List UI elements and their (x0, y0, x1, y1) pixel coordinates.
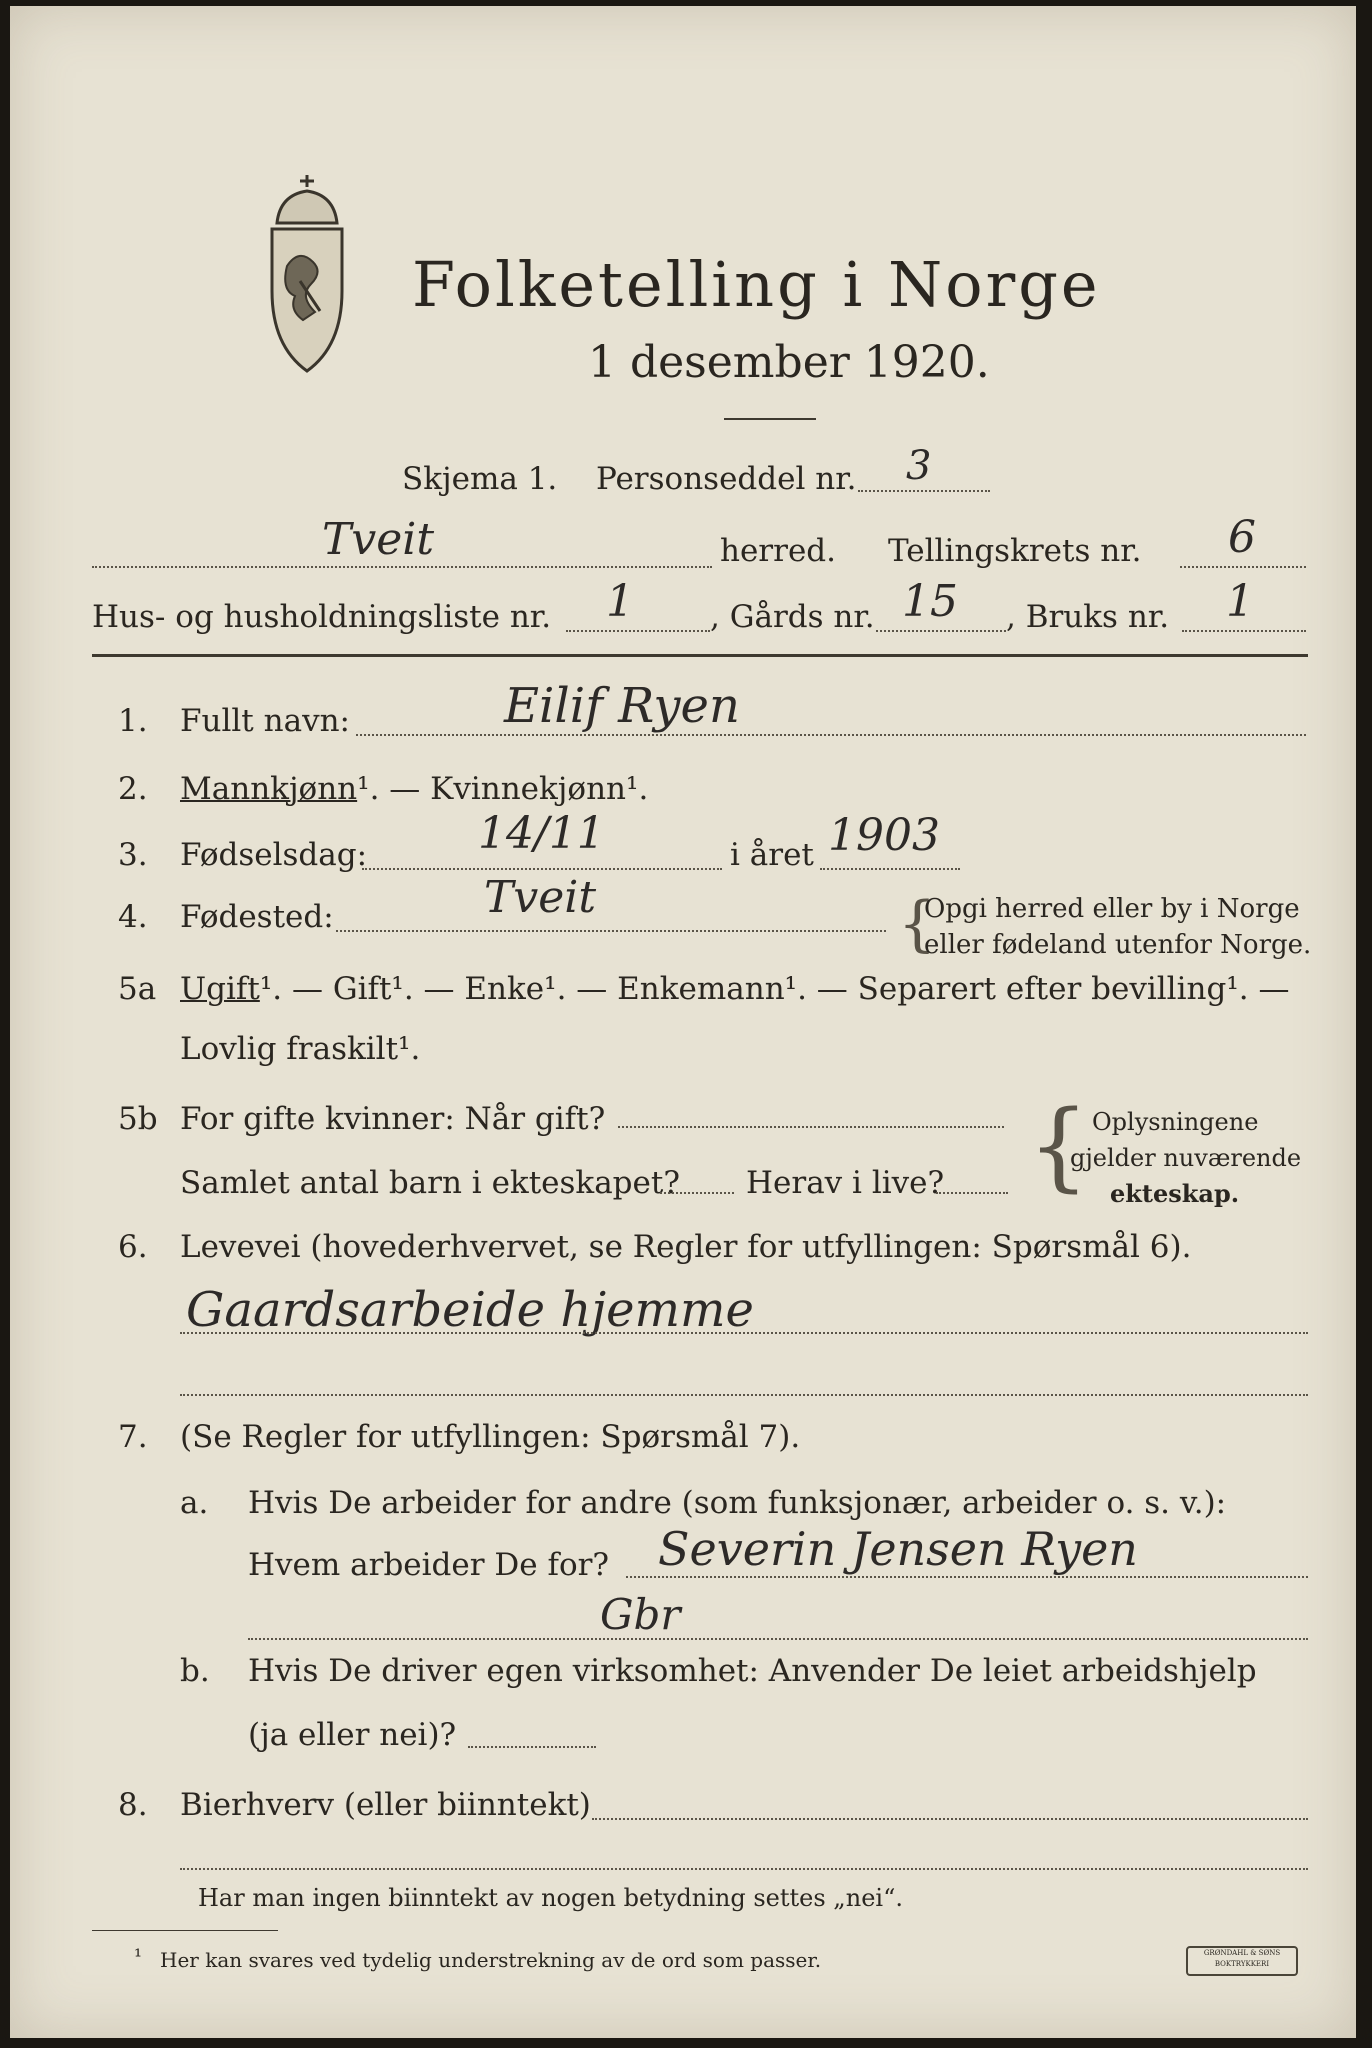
q5a-number: 5a (118, 971, 157, 1007)
q5a-other-options[interactable]: ¹. — Gift¹. — Enke¹. — Enkemann¹. — Separert efter bevilling¹. — (259, 971, 1290, 1007)
q7a-employer-value[interactable]: Severin Jensen Ryen (658, 1522, 1138, 1576)
q5b-brace: { (1028, 1090, 1090, 1202)
printer-stamp (1186, 1946, 1298, 1976)
q2-number: 2. (118, 771, 148, 807)
q1-number: 1. (118, 703, 148, 739)
q7a-employer-label: Hvem arbeider De for? (248, 1547, 610, 1583)
gards-value[interactable]: 15 (902, 576, 958, 627)
q5b-note-line3: ekteskap. (1110, 1179, 1240, 1208)
q3-number: 3. (118, 837, 148, 873)
q3-birthday-value[interactable]: 14/11 (478, 808, 605, 859)
q2-gender-options: Mannkjønn¹. — Kvinnekjønn¹. (180, 771, 649, 807)
q7b-label: Hvis De driver egen virksomhet: Anvender De leiet arbeidshjelp (248, 1653, 1257, 1689)
q6-occupation-value[interactable]: Gaardsarbeide hjemme (186, 1282, 754, 1338)
gards-label: , Gårds nr. (710, 599, 875, 635)
q7a-letter: a. (180, 1485, 209, 1521)
title-divider (724, 418, 816, 420)
q4-birthplace-value[interactable]: Tveit (484, 872, 596, 923)
bruks-value[interactable]: 1 (1226, 576, 1254, 627)
q6-line1 (180, 1332, 1308, 1334)
census-form-page (10, 6, 1356, 2038)
q7-label: (Se Regler for utfyllingen: Spørsmål 7). (180, 1419, 801, 1455)
printer-stamp-line2: BOKTRYKKERI (1214, 1960, 1270, 1968)
printer-stamp-line1: GRØNDAHL & SØNS (1203, 1949, 1281, 1957)
personseddel-value[interactable]: 3 (906, 443, 932, 489)
q5b-alive-label: Herav i live? (746, 1165, 945, 1201)
q7a-employer-value2[interactable]: Gbr (600, 1590, 681, 1639)
gards-line (876, 630, 1006, 632)
husholdningsliste-label: Hus- og husholdningsliste nr. (92, 599, 552, 635)
q8-number: 8. (118, 1787, 148, 1823)
q5a-line2[interactable]: Lovlig fraskilt¹. (180, 1031, 421, 1067)
q7b-yes-no-label: (ja eller nei)? (248, 1717, 457, 1753)
q5b-note-line2: gjelder nuværende (1070, 1144, 1302, 1172)
bruks-label: , Bruks nr. (1006, 599, 1170, 635)
q3-year-value[interactable]: 1903 (828, 810, 940, 861)
q5b-children-line (660, 1192, 734, 1194)
q5b-children-label: Samlet antal barn i ekteskapet? (180, 1165, 680, 1201)
q1-line (356, 734, 1306, 736)
q7a-employer-line2 (248, 1638, 1308, 1640)
q1-full-name-value[interactable]: Eilif Ryen (504, 678, 740, 734)
q1-label: Fullt navn: (180, 703, 350, 739)
footnote-divider (92, 1930, 278, 1931)
q7-number: 7. (118, 1419, 148, 1455)
tellingskrets-value[interactable]: 6 (1228, 512, 1256, 563)
q5b-number: 5b (118, 1101, 158, 1137)
personseddel-line (858, 490, 990, 492)
norwegian-coat-of-arms-icon (242, 171, 372, 381)
herred-label: herred. (720, 533, 836, 569)
q5a-ugift-option[interactable]: Ugift (180, 971, 260, 1007)
q5a-options (180, 971, 1290, 1007)
q6-number: 6. (118, 1229, 148, 1265)
q3-year-line (820, 868, 960, 870)
census-date: 1 desember 1920. (588, 337, 990, 388)
q8-line2 (180, 1868, 1308, 1870)
q6-label: Levevei (hovederhvervet, se Regler for utfyllingen: Spørsmål 6). (180, 1229, 1192, 1265)
q5b-note-line1: Oplysningene (1092, 1108, 1259, 1136)
q3-year-label: i året (730, 837, 814, 873)
schema-label: Skjema 1. (402, 461, 558, 497)
tellingskrets-label: Tellingskrets nr. (888, 533, 1142, 569)
q5b-alive-line (936, 1192, 1008, 1194)
personseddel-label: Personseddel nr. (596, 461, 857, 497)
herred-line (92, 566, 712, 568)
q5b-married-when-line (618, 1126, 1004, 1128)
bruks-line (1182, 630, 1306, 632)
q7a-employer-line1 (626, 1576, 1308, 1578)
husholdningsliste-line (566, 630, 710, 632)
q8-line1 (592, 1818, 1308, 1820)
q6-line2 (180, 1394, 1308, 1396)
footnote-text: Her kan svares ved tydelig understrekning av de ord som passer. (160, 1948, 822, 1972)
q5b-married-when-label: For gifte kvinner: Når gift? (180, 1101, 606, 1137)
herred-value[interactable]: Tveit (322, 514, 434, 565)
q4-note-line2: eller fødeland utenfor Norge. (924, 930, 1312, 960)
q3-line (362, 868, 722, 870)
q2-female-option[interactable]: Kvinnekjønn¹. (430, 771, 649, 807)
footnote-marker: ¹ (134, 1944, 143, 1968)
q8-label: Bierhverv (eller biinntekt) (180, 1787, 591, 1823)
q4-label: Fødested: (180, 899, 334, 935)
q3-label: Fødselsdag: (180, 837, 368, 873)
q4-number: 4. (118, 899, 148, 935)
husholdningsliste-value[interactable]: 1 (606, 576, 634, 627)
q8-note: Har man ingen biinntekt av nogen betydning settes „nei“. (198, 1884, 903, 1912)
q7b-letter: b. (180, 1653, 210, 1689)
q7b-line (468, 1746, 596, 1748)
page-title: Folketelling i Norge (412, 248, 1101, 321)
q4-note-line1: Opgi herred eller by i Norge (924, 894, 1300, 924)
tellingskrets-line (1180, 566, 1306, 568)
header-divider (92, 654, 1308, 657)
q7a-label: Hvis De arbeider for andre (som funksjonær, arbeider o. s. v.): (248, 1485, 1227, 1521)
q2-male-option[interactable]: Mannkjønn (180, 771, 358, 807)
q4-brace: { (898, 889, 937, 959)
q4-line (336, 930, 886, 932)
